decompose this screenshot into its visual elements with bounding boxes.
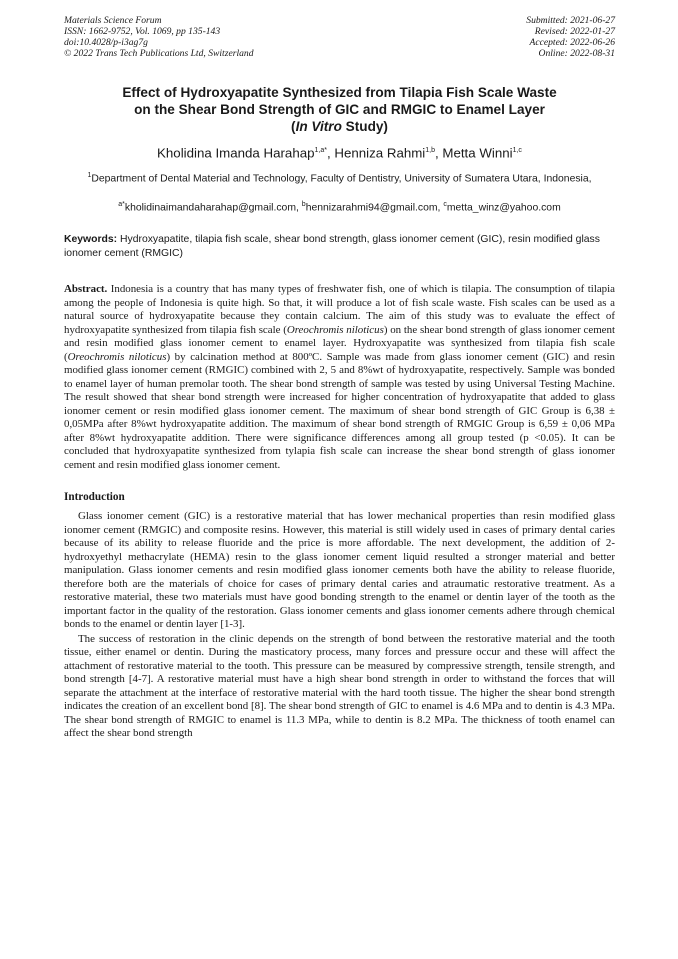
journal-copyright: © 2022 Trans Tech Publications Ltd, Switzerland (64, 48, 254, 59)
abstract-text-3: ) by calcination method at 800ºC. Sample was made from glass ionomer cement (GIC) and resin modified glass ionomer cement (RMGIC) combined with 2, 5 and 8%wt of hydroxyapatite, respectively. Sample was bonded to enamel layer of human premolar tooth. The shear bond strength of sample was tested by using Universal Testing Machine. The result showed that shear bond strength were increased for higher concentration of hydroxyapatite that added to glass ionomer cement or resin modified glass ionomer cement. The maximum of shear bond strength of GIC Group is 6,38 ± 0,05MPa after 8%wt hydroxyapatite addition. The maximum of shear bond strength of RMGIC Group is 6,59 ± 0,06 MPa after 8%wt hydroxyapatite addition. There were significance differences among all group tested (p <0.05). It can be concluded that hydroxyapatite synthesized from tylapia fish scale can increase the shear bond strength of glass ionomer cement and resin modified glass ionomer cement. (64, 350, 615, 471)
title-line-3 (64, 118, 615, 135)
intro-paragraph-2: The success of restoration in the clinic depends on the strength of bond between the restorative material and the tooth tissue, either enamel or dentin. During the masticatory process, many forces and pressure occur and these will affect the attachment of restorative material to the tooth. This pressure can be measured by compressive strength, tensile strength, and bond strength [4-7]. A restorative material must have a high shear bond strength in order to withstand the forces that will separate the attachment at the interface of restorative material with the hard tooth tissue. The higher the shear bond strength indicates the creation of an excellent bond [8]. The shear bond strength of GIC to enamel is 4.6 MPa and to dentin is 4.3 MPa. The shear bond strength of RMGIC to enamel is 11.3 MPa, while to dentin is 8.2 MPa. The thickness of tooth enamel can affect the shear bond strength (64, 632, 615, 740)
date-submitted: Submitted: 2021-06-27 (526, 15, 615, 26)
journal-header (64, 15, 615, 59)
abstract-text-2: ) on the shear bond strength of glass ionomer cement and resin modified glass ionomer cement to enamel layer. Hydroxyapatite was synthesized from tilapia fish scale ( (64, 323, 615, 363)
email-1-marker: a* (118, 200, 125, 208)
date-online: Online: 2022-08-31 (538, 48, 615, 59)
paper-title (64, 84, 615, 135)
keywords (64, 233, 615, 260)
title-in-vitro: In Vitro (295, 119, 342, 134)
article-dates (526, 15, 615, 59)
author-sep: , (326, 145, 335, 161)
email-2-marker: b (301, 200, 306, 208)
affiliation-marker: 1 (87, 172, 92, 180)
abstract-species-1: Oreochromis niloticus (286, 323, 384, 336)
abstract-label: Abstract. (64, 283, 108, 296)
email-2[interactable]: hennizarahmi94@gmail.com (305, 202, 438, 214)
author-3: Metta Winni (442, 145, 513, 161)
email-sep: , (296, 202, 302, 214)
section-heading-introduction: Introduction (64, 491, 125, 504)
journal-doi[interactable]: doi:10.4028/p-i3ag7g (64, 37, 148, 48)
title-line-2: on the Shear Bond Strength of GIC and RMGIC to Enamel Layer (134, 102, 545, 117)
author-1: Kholidina Imanda Harahap (157, 145, 315, 161)
email-sep: , (437, 202, 444, 214)
date-revised: Revised: 2022-01-27 (534, 26, 615, 37)
author-sep: , (435, 145, 443, 161)
author-1-affil: 1,a* (314, 147, 327, 154)
email-3[interactable]: metta_winz@yahoo.com (446, 202, 561, 214)
title-study: Study) (341, 119, 388, 134)
intro-paragraph-1: Glass ionomer cement (GIC) is a restorative material that has lower mechanical properties than resin modified glass ionomer cement (RMGIC) and composite resins. However, this material is still widely used in cases of primary dental caries because of its ability to release fluoride and the price is more affordable. The next development, the addition of 2-hydroxyethyl methacrylate (HEMA) resin to the glass ionomer cement liquid resulted a stronger material and better manipulation. Glass ionomer cements and resin modified glass ionomer cements both have the ability to release fluoride, therefore both are the materials of choice for cases of primary dental caries and atraumatic restorative treatment. As a restorative material, these two materials must have good bonding strength to the enamel or dentin layer of the tooth as the important factor in the quality of the restoration. Glass ionomer cements and glass ionomer cements adhere through chemical bonds to the enamel or dentin layer [1-3]. (64, 510, 615, 631)
author-2-affil: 1,b (425, 147, 435, 154)
email-1[interactable]: kholidinaimandaharahap@gmail.com (124, 202, 296, 214)
author-list (64, 143, 615, 161)
journal-info (64, 15, 254, 59)
title-paren: ( (291, 119, 296, 134)
author-3-affil: 1,c (512, 147, 522, 154)
abstract-species-2: Oreochromis niloticus (67, 350, 167, 363)
abstract-text-1: Indonesia is a country that has many types of freshwater fish, one of which is tilapia. The consumption of tilapia among the people of Indonesia is quite high. So that, it will produce a lot of fish scale waste. Fish scales can be used as a natural source of hydroxyapatite because they contain calcium. The aim of this study was to evaluate the effect of hydroxyapatite synthesized from tilapia fish scale ( (64, 283, 615, 336)
author-2: Henniza Rahmi (334, 145, 426, 161)
affiliation (64, 169, 615, 186)
email-list (64, 198, 615, 215)
title-line-1: Effect of Hydroxyapatite Synthesized from Tilapia Fish Scale Waste (122, 85, 557, 100)
journal-name: Materials Science Forum (64, 15, 162, 26)
keywords-label: Keywords: (64, 234, 118, 246)
keywords-text: Hydroxyapatite, tilapia fish scale, shear bond strength, glass ionomer cement (GIC), resin modified glass ionomer cement (RMGIC) (64, 234, 600, 259)
date-accepted: Accepted: 2022-06-26 (529, 37, 615, 48)
abstract (64, 283, 615, 472)
affiliation-text: Department of Dental Material and Technology, Faculty of Dentistry, University of Sumatera Utara, Indonesia, (91, 173, 592, 185)
journal-issn: ISSN: 1662-9752, Vol. 1069, pp 135-143 (64, 26, 221, 37)
email-3-marker: c (443, 200, 447, 208)
